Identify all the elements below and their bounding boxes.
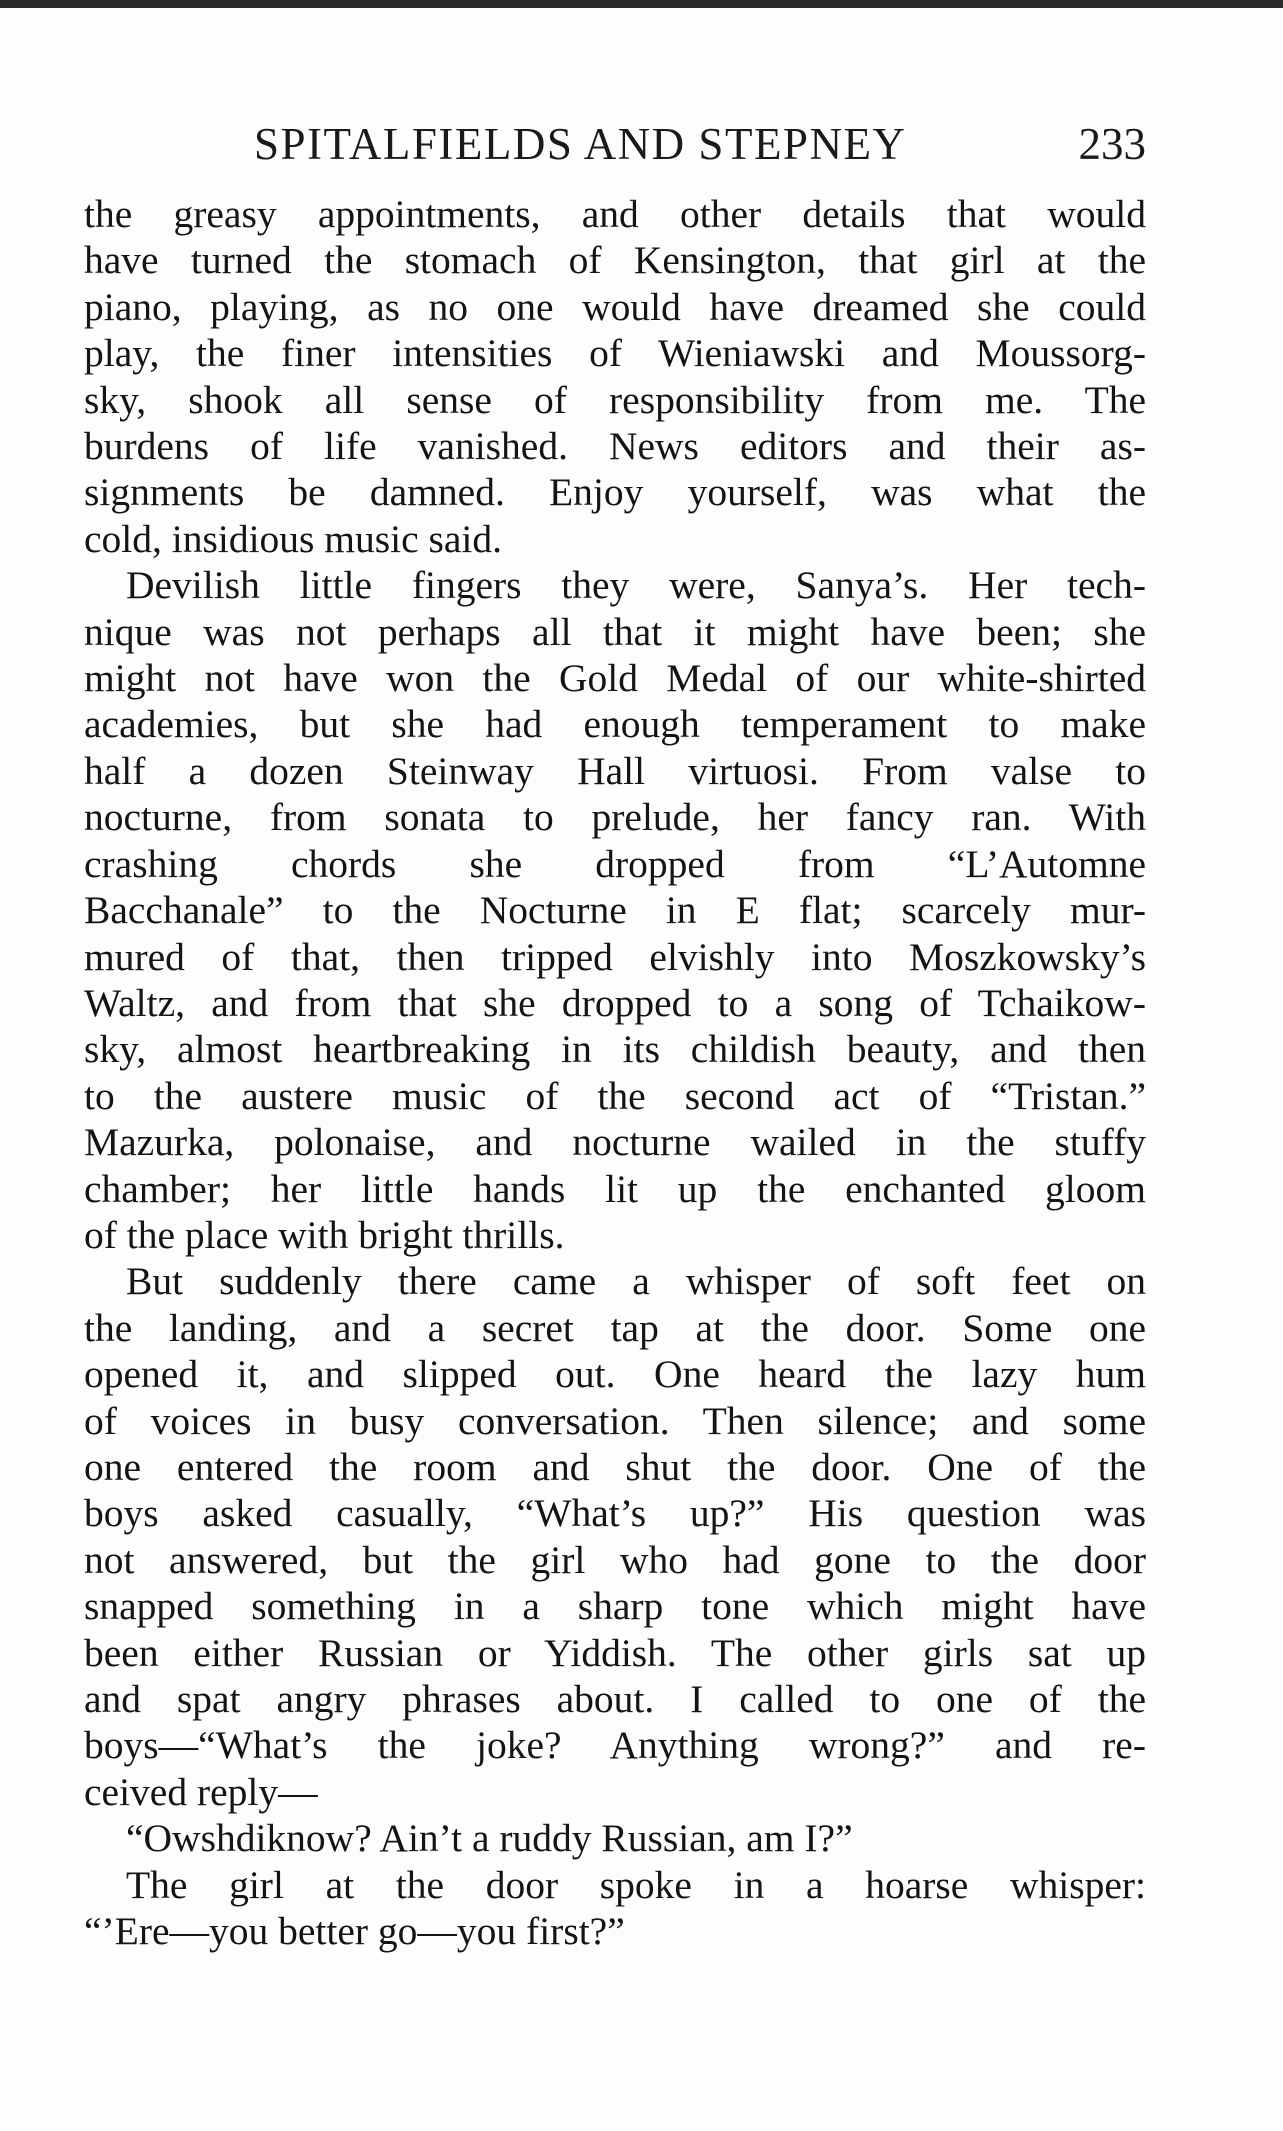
text-line: burdens of life vanished. News editors and their as-: [84, 424, 1146, 469]
text-line: But suddenly there came a whisper of soft feet on: [126, 1259, 1146, 1304]
text-line: the landing, and a secret tap at the door. Some one: [84, 1305, 1146, 1350]
text-line: half a dozen Steinway Hall virtuosi. From valse to: [84, 748, 1146, 793]
text-line: mured of that, then tripped elvishly into Moszkowsky’s: [84, 934, 1146, 979]
text-line: not answered, but the girl who had gone to the door: [84, 1537, 1146, 1582]
text-line: “’Ere—you better go—you first?”: [84, 1909, 625, 1954]
running-title: SPITALFIELDS AND STEPNEY: [254, 119, 907, 169]
body-text: [84, 191, 1146, 1954]
text-line: play, the finer intensities of Wieniawski and Moussorg-: [84, 331, 1146, 376]
page-top-edge: [0, 0, 1283, 8]
text-line: Bacchanale” to the Nocturne in E flat; scarcely mur-: [84, 888, 1146, 933]
text-line: signments be damned. Enjoy yourself, was what the: [84, 470, 1146, 515]
text-line: piano, playing, as no one would have dreamed she could: [84, 284, 1146, 329]
text-line: to the austere music of the second act of “Tristan.”: [84, 1073, 1146, 1118]
text-line: the greasy appointments, and other details that would: [84, 192, 1146, 236]
text-line: boys asked casually, “What’s up?” His question was: [84, 1491, 1146, 1536]
text-line: one entered the room and shut the door. One of the: [84, 1444, 1146, 1489]
text-line: The girl at the door spoke in a hoarse whisper:: [126, 1862, 1146, 1907]
text-line: have turned the stomach of Kensington, that girl at the: [84, 238, 1146, 283]
text-line: opened it, and slipped out. One heard the lazy hum: [84, 1352, 1146, 1397]
text-line: and spat angry phrases about. I called to one of the: [84, 1677, 1146, 1721]
text-line: Waltz, and from that she dropped to a song of Tchaikow-: [84, 980, 1146, 1025]
text-line: of voices in busy conversation. Then silence; and some: [84, 1398, 1146, 1443]
paragraph-5: [84, 1862, 1146, 1955]
text-line: ceived reply—: [84, 1769, 318, 1814]
text-line: sky, shook all sense of responsibility from me. The: [84, 377, 1146, 422]
paragraph-3: [84, 1258, 1146, 1815]
text-line: might not have won the Gold Medal of our white-shirted: [84, 656, 1146, 701]
text-line: sky, almost heartbreaking in its childish beauty, and then: [84, 1027, 1146, 1072]
text-line: nique was not perhaps all that it might have been; she: [84, 609, 1146, 654]
text-line: Mazurka, polonaise, and nocturne wailed in the stuffy: [84, 1120, 1146, 1165]
text-line: been either Russian or Yiddish. The other girls sat up: [84, 1630, 1146, 1675]
page-header: [84, 112, 1146, 176]
paragraph-1: [84, 191, 1146, 562]
text-line: academies, but she had enough temperament to make: [84, 702, 1146, 747]
paragraph-2: [84, 562, 1146, 1258]
text-line: Devilish little fingers they were, Sanya’s. Her tech-: [126, 563, 1146, 608]
text-line: snapped something in a sharp tone which might have: [84, 1584, 1146, 1629]
paragraph-4: [84, 1815, 1146, 1861]
text-line: chamber; her little hands lit up the enchanted gloom: [84, 1166, 1146, 1211]
text-line: nocturne, from sonata to prelude, her fancy ran. With: [84, 795, 1146, 840]
page-number: 233: [1078, 119, 1146, 169]
text-line: of the place with bright thrills.: [84, 1212, 565, 1257]
text-line: cold, insidious music said.: [84, 516, 503, 561]
text-line: “Owshdiknow? Ain’t a ruddy Russian, am I?”: [126, 1816, 853, 1861]
text-line: boys—“What’s the joke? Anything wrong?” and re-: [84, 1723, 1146, 1768]
text-line: crashing chords she dropped from “L’Automne: [84, 841, 1146, 886]
